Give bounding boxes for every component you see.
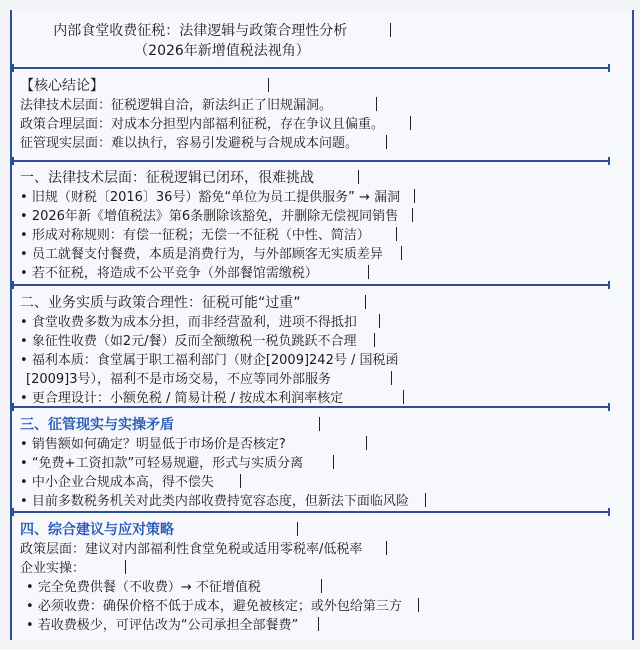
list-item-text: 必须收费：确保价格不低于成本，避免被核定；或外包给第三方 xyxy=(37,599,402,614)
text-cursor xyxy=(414,189,415,203)
text-cursor xyxy=(386,541,387,555)
list-item-text: 更合理设计：小额免税 / 简易计税 / 按成本利润率核定 xyxy=(31,391,344,406)
text-cursor xyxy=(319,417,320,431)
text-cursor xyxy=(365,295,366,309)
document-subtitle: （2026年新增值税法视角） xyxy=(134,43,310,59)
text-cursor xyxy=(366,436,367,450)
core-item xyxy=(20,134,610,153)
section-divider xyxy=(12,284,610,286)
text-cursor xyxy=(386,135,387,149)
core-heading xyxy=(20,76,610,96)
section-heading-text: 一、法律技术层面：征税逻辑已闭环，很难挑战 xyxy=(20,170,314,186)
enterprise-line xyxy=(20,559,610,578)
list-item-text: 若收费极少，可评估改为“公司承担全部餐费” xyxy=(37,618,299,633)
section-heading-text: 二、业务实质与政策合理性：征税可能“过重” xyxy=(20,295,301,311)
list-item-text: 中小企业合规成本高，得不偿失 xyxy=(31,475,214,490)
text-cursor xyxy=(418,598,419,612)
list-item-continuation xyxy=(20,370,610,389)
text-cursor xyxy=(125,560,126,574)
section-legal xyxy=(20,168,610,283)
core-item-text: 政策合理层面：对成本分担型内部福利征税，存在争议且偏重。 xyxy=(20,117,385,132)
list-item-text: 目前多数税务机关对此类内部收费持宽容态度，但新法下面临风险 xyxy=(31,494,409,509)
text-cursor xyxy=(396,227,397,241)
text-cursor xyxy=(412,208,413,222)
text-cursor xyxy=(374,333,375,347)
section-heading-text: 四、综合建议与应对策略 xyxy=(20,522,174,538)
list-item-text: 员工就餐支付餐费，本质是消费行为，与外部顾客无实质差异 xyxy=(31,247,383,262)
list-item-text: 2026年新《增值税法》第6条删除该豁免，并删除无偿视同销售 xyxy=(31,209,399,224)
list-item xyxy=(20,226,610,245)
section-recommendations-heading xyxy=(20,520,610,540)
list-item-text: 象征性收费（如2元/餐）反而全额缴税一税负跳跃不合理 xyxy=(31,334,357,349)
enterprise-text: 企业实操： xyxy=(20,561,86,576)
section-divider xyxy=(12,511,610,513)
list-item xyxy=(20,454,610,473)
text-cursor xyxy=(376,97,377,111)
list-item-text: 完全免费供餐（不收费）→ 不征增值税 xyxy=(37,580,261,595)
section-policy xyxy=(20,293,610,408)
list-item-text: 福利本质：食堂属于职工福利部门（财企[2009]242号 / 国税函 xyxy=(31,353,399,368)
list-item xyxy=(20,207,610,226)
list-item xyxy=(20,435,610,454)
list-item xyxy=(20,264,610,283)
core-heading-text: 【核心结论】 xyxy=(20,78,104,94)
text-cursor xyxy=(318,617,319,631)
list-item-text: 旧规（财税〔2016〕36号）豁免“单位为员工提供服务” → 漏洞 xyxy=(31,190,401,205)
document-page xyxy=(10,10,634,640)
policy-line xyxy=(20,540,610,559)
text-cursor xyxy=(391,371,392,385)
section-policy-heading xyxy=(20,293,610,313)
section-enforcement xyxy=(20,415,610,511)
list-item xyxy=(20,492,610,511)
core-item-text: 法律技术层面：征税逻辑自洽，新法纠正了旧规漏洞。 xyxy=(20,98,333,113)
list-item xyxy=(20,245,610,264)
list-item xyxy=(20,332,610,351)
text-cursor xyxy=(379,314,380,328)
text-cursor xyxy=(321,579,322,593)
section-divider xyxy=(12,67,610,69)
core-item-text: 征管现实层面：难以执行，容易引发避税与合规成本问题。 xyxy=(20,136,359,151)
section-legal-heading xyxy=(20,168,610,188)
text-cursor xyxy=(401,246,402,260)
section-recommendations xyxy=(20,520,610,635)
list-item-text: “免费+工资扣款”可轻易规避，形式与实质分离 xyxy=(31,456,304,471)
section-divider xyxy=(12,160,610,162)
list-item-text: 食堂收费多数为成本分担，而非经营盈利，进项不得抵扣 xyxy=(31,315,357,330)
policy-text: 政策层面：建议对内部福利性食堂免税或适用零税率/低税率 xyxy=(20,542,363,557)
list-item xyxy=(20,313,610,332)
list-item-text: [2009]3号），福利不是市场交易，不应等同外部服务 xyxy=(26,372,331,387)
list-item xyxy=(20,188,610,207)
core-item xyxy=(20,115,610,134)
list-item xyxy=(20,616,610,635)
text-cursor xyxy=(333,455,334,469)
list-item xyxy=(20,578,610,597)
text-cursor xyxy=(268,78,269,92)
list-item-text: 若不征税，将造成不公平竞争（外部餐馆需缴税） xyxy=(31,266,318,281)
list-item-text: 形成对称规则：有偿一征税；无偿一不征税（中性、简洁） xyxy=(31,228,370,243)
text-cursor xyxy=(390,23,391,37)
section-enforcement-heading xyxy=(20,415,610,435)
section-divider xyxy=(12,406,610,408)
list-item xyxy=(20,473,610,492)
title-block xyxy=(12,22,432,60)
section-heading-text: 三、征管现实与实操矛盾 xyxy=(20,417,174,433)
list-item xyxy=(20,597,610,616)
document-title-text: 内部食堂收费征税：法律逻辑与政策合理性分析 xyxy=(53,23,348,39)
text-cursor xyxy=(403,390,404,404)
list-item-text: 销售额如何确定？明显低于市场价是否核定? xyxy=(31,437,286,452)
text-cursor xyxy=(297,522,298,536)
list-item xyxy=(20,351,610,370)
text-cursor xyxy=(368,265,369,279)
text-cursor xyxy=(410,116,411,130)
core-item xyxy=(20,96,610,115)
text-cursor xyxy=(425,493,426,507)
document-title xyxy=(12,22,432,40)
text-cursor xyxy=(240,474,241,488)
core-conclusions-section xyxy=(20,76,610,153)
text-cursor xyxy=(358,170,359,184)
